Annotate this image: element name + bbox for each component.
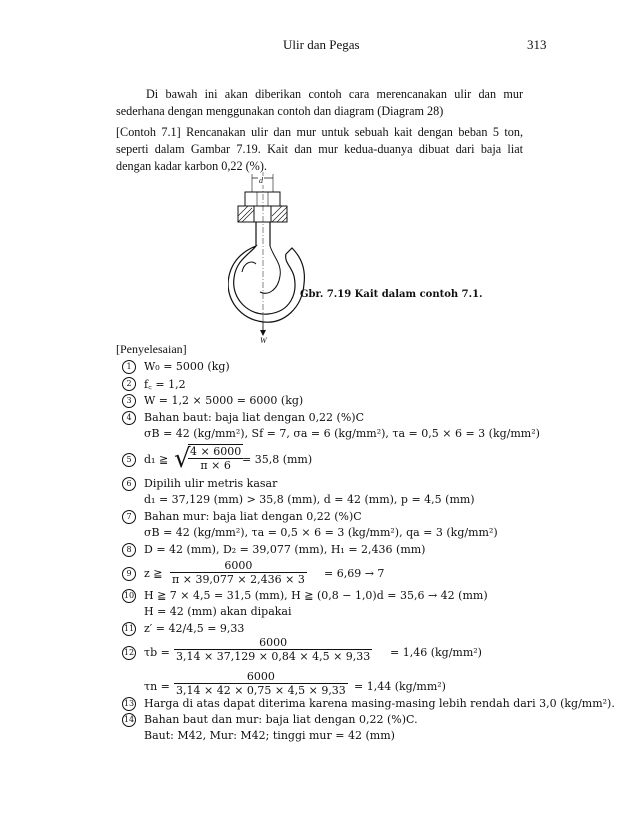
step-subtext: H = 42 (mm) akan dipakai bbox=[144, 605, 292, 618]
step-rhs-2: = 1,44 (kg/mm²) bbox=[354, 680, 446, 693]
step-subtext: Baut: M42, Mur: M42; tinggi mur = 42 (mm) bbox=[144, 729, 395, 742]
step-subtext: d₁ = 37,129 (mm) > 35,8 (mm), d = 42 (mm), p = 4,5 (mm) bbox=[144, 493, 475, 506]
step-rhs: = 35,8 (mm) bbox=[242, 453, 313, 466]
step-number: 5 bbox=[122, 453, 136, 467]
step-text: Bahan baut dan mur: baja liat dengan 0,22 (%)C. bbox=[144, 713, 418, 726]
step-text: D = 42 (mm), D₂ = 39,077 (mm), H₁ = 2,436 (mm) bbox=[144, 543, 426, 556]
step-text: Harga di atas dapat diterima karena masing-masing lebih rendah dari 3,0 (kg/mm²). bbox=[144, 697, 615, 710]
step-lhs: τb = bbox=[144, 646, 170, 659]
intro-paragraph: Di bawah ini akan diberikan contoh cara merencanakan ulir dan mur sederhana dengan menggunakan contoh dan diagram (Diagram 28) bbox=[116, 87, 523, 118]
page-number: 313 bbox=[527, 37, 547, 52]
step-number: 7 bbox=[122, 510, 136, 524]
step-rhs: = 1,46 (kg/mm²) bbox=[390, 646, 482, 659]
example-paragraph: [Contoh 7.1] Rencanakan ulir dan mur untuk sebuah kait dengan beban 5 ton, seperti dalam Gambar 7.19. Kait dan mur kedua-duanya dibuat dari baja liat dengan kadar karbon 0,22 (%). bbox=[116, 125, 523, 173]
fraction-denominator: 3,14 × 42 × 0,75 × 4,5 × 9,33 bbox=[176, 684, 346, 697]
fraction-numerator: 6000 bbox=[174, 670, 348, 684]
step-lhs-2: τn = bbox=[144, 680, 170, 693]
figure-caption: Gbr. 7.19 Kait dalam contoh 7.1. bbox=[300, 289, 483, 300]
sqrt-fraction bbox=[188, 444, 243, 472]
step-lhs: z ≧ bbox=[144, 567, 163, 580]
step-fraction bbox=[170, 559, 307, 586]
fraction-numerator: 6000 bbox=[174, 636, 372, 650]
solution-heading: [Penyelesaian] bbox=[116, 342, 187, 356]
step-fraction bbox=[174, 636, 372, 663]
hook-figure bbox=[228, 172, 328, 350]
step-subtext: σB = 42 (kg/mm²), τa = 0,5 × 6 = 3 (kg/mm²), qa = 3 (kg/mm²) bbox=[144, 526, 498, 539]
fraction-denominator: 3,14 × 37,129 × 0,84 × 4,5 × 9,33 bbox=[176, 650, 371, 663]
sqrt-sign: √ bbox=[174, 444, 191, 474]
step-number: 14 bbox=[122, 713, 136, 727]
step-text: W = 1,2 × 5000 = 6000 (kg) bbox=[144, 394, 304, 407]
running-header: Ulir dan Pegas bbox=[283, 37, 360, 52]
step-text: z′ = 42/4,5 = 9,33 bbox=[144, 622, 245, 635]
step-number: 1 bbox=[122, 360, 136, 374]
step-rhs: = 6,69 → 7 bbox=[324, 567, 385, 580]
step-number: 3 bbox=[122, 394, 136, 408]
step-text: Bahan baut: baja liat dengan 0,22 (%)C bbox=[144, 411, 365, 424]
step-text: f꜀ = 1,2 bbox=[144, 378, 186, 391]
fraction-numerator: 6000 bbox=[170, 559, 307, 573]
step-number: 12 bbox=[122, 646, 136, 660]
step-text: W₀ = 5000 (kg) bbox=[144, 360, 230, 373]
step-number: 11 bbox=[122, 622, 136, 636]
step-fraction-2 bbox=[174, 670, 348, 697]
step-number: 8 bbox=[122, 543, 136, 557]
fraction-denominator: π × 6 bbox=[200, 459, 231, 472]
step-lhs: d₁ ≧ bbox=[144, 453, 169, 466]
fraction-denominator: π × 39,077 × 2,436 × 3 bbox=[172, 573, 305, 586]
load-label-w: W bbox=[260, 336, 267, 345]
step-number: 9 bbox=[122, 567, 136, 581]
step-text: Dipilih ulir metris kasar bbox=[144, 477, 278, 490]
dimension-label-d: d bbox=[259, 176, 263, 185]
step-number: 4 bbox=[122, 411, 136, 425]
step-subtext: σB = 42 (kg/mm²), Sf = 7, σa = 6 (kg/mm²), τa = 0,5 × 6 = 3 (kg/mm²) bbox=[144, 427, 540, 440]
step-text: H ≧ 7 × 4,5 = 31,5 (mm), H ≧ (0,8 − 1,0)d = 35,6 → 42 (mm) bbox=[144, 589, 488, 602]
step-number: 2 bbox=[122, 377, 136, 391]
step-number: 10 bbox=[122, 589, 136, 603]
step-number: 6 bbox=[122, 477, 136, 491]
step-number: 13 bbox=[122, 697, 136, 711]
fraction-numerator: 4 × 6000 bbox=[190, 445, 242, 458]
step-text: Bahan mur: baja liat dengan 0,22 (%)C bbox=[144, 510, 362, 523]
